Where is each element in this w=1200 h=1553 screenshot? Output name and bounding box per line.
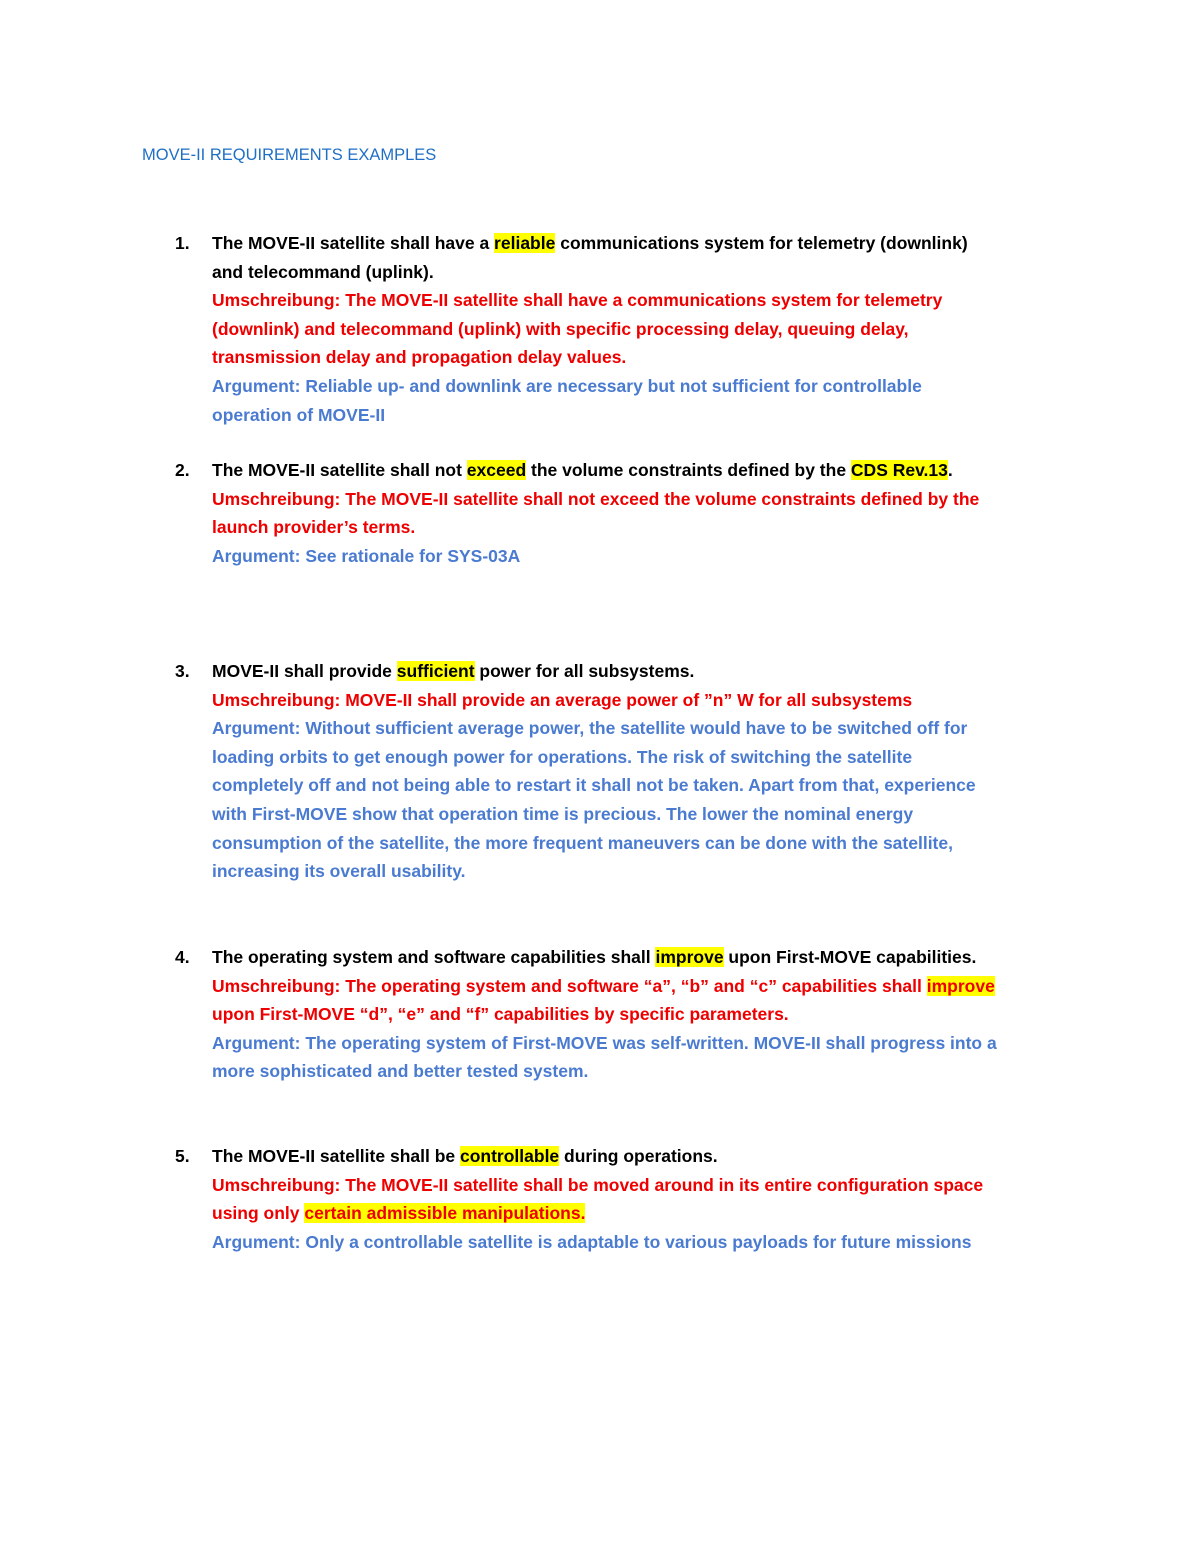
argument-line: loading orbits to get enough power for operations. The risk of switching the satellite — [212, 746, 913, 767]
document-title: MOVE-II REQUIREMENTS EXAMPLES — [142, 146, 437, 164]
argument-line: Argument: The operating system of First-MOVE was self-written. MOVE-II shall progress into a — [212, 1032, 997, 1053]
statement-text: during operations. — [559, 1146, 718, 1166]
umschreibung-line — [212, 1199, 1082, 1228]
requirement-number: 4. — [175, 947, 190, 967]
umschreibung-line: (downlink) and telecommand (uplink) with specific processing delay, queuing delay, — [212, 318, 909, 339]
requirement-statement — [212, 456, 1082, 485]
highlighted-term: improve — [926, 975, 995, 996]
highlighted-term: reliable — [494, 233, 556, 253]
umschreibung-line: transmission delay and propagation delay values. — [212, 347, 627, 368]
statement-text: The MOVE-II satellite shall not — [212, 460, 467, 480]
requirement-statement — [212, 943, 1082, 972]
argument-line: Argument: Without sufficient average power, the satellite would have to be switched off for — [212, 718, 968, 739]
argument-line: Argument: Only a controllable satellite is adaptable to various payloads for future missions — [212, 1231, 972, 1252]
argument-line: Argument: Reliable up- and downlink are necessary but not sufficient for controllable — [212, 375, 922, 396]
umschreibung-line — [212, 972, 1082, 1001]
umschreibung-line: Umschreibung: The MOVE-II satellite shall be moved around in its entire configuration space — [212, 1174, 984, 1195]
argument-line: consumption of the satellite, the more frequent maneuvers can be done with the satellite, — [212, 832, 953, 853]
highlighted-term: CDS Rev.13 — [850, 460, 948, 480]
umschreibung-line: launch provider’s terms. — [212, 517, 416, 538]
requirement-statement — [212, 229, 1082, 258]
argument-line: completely off and not being able to restart it shall not be taken. Apart from that, experience — [212, 775, 976, 796]
requirement-number: 3. — [175, 661, 190, 681]
argument-line: with First-MOVE show that operation time is precious. The lower the nominal energy — [212, 803, 914, 824]
requirement-statement — [212, 657, 1082, 686]
statement-text: The operating system and software capabilities shall — [212, 947, 656, 967]
highlighted-term: controllable — [459, 1146, 560, 1166]
requirement-item — [175, 229, 1082, 429]
highlighted-term: improve — [655, 947, 724, 967]
statement-text: power for all subsystems. — [474, 661, 695, 681]
statement-text: MOVE-II shall provide — [212, 661, 397, 681]
umschreibung-text: Umschreibung: The operating system and software “a”, “b” and “c” capabilities shall — [212, 975, 927, 996]
argument-line: operation of MOVE-II — [212, 404, 386, 425]
statement-text: . — [947, 460, 953, 480]
statement-text: The MOVE-II satellite shall be — [212, 1146, 460, 1166]
argument-line: increasing its overall usability. — [212, 861, 466, 882]
highlighted-term: certain admissible manipulations. — [304, 1203, 586, 1224]
umschreibung-line: Umschreibung: MOVE-II shall provide an average power of ”n” W for all subsystems — [212, 689, 913, 710]
requirement-number: 5. — [175, 1146, 190, 1166]
umschreibung-text: using only — [212, 1203, 305, 1224]
requirement-item — [175, 456, 1082, 570]
highlighted-term: exceed — [466, 460, 527, 480]
umschreibung-line: upon First-MOVE “d”, “e” and “f” capabilities by specific parameters. — [212, 1004, 789, 1025]
argument-line: Argument: See rationale for SYS-03A — [212, 545, 521, 566]
requirement-number: 1. — [175, 233, 190, 253]
umschreibung-line: Umschreibung: The MOVE-II satellite shall have a communications system for telemetry — [212, 290, 943, 311]
requirement-item — [175, 943, 1082, 1086]
statement-text: upon First-MOVE capabilities. — [723, 947, 977, 967]
statement-text: The MOVE-II satellite shall have a — [212, 233, 495, 253]
requirement-item — [175, 657, 1082, 886]
highlighted-term: sufficient — [396, 661, 475, 681]
argument-line: more sophisticated and better tested system. — [212, 1061, 589, 1082]
statement-text: the volume constraints defined by the — [526, 460, 851, 480]
requirement-statement-cont: and telecommand (uplink). — [212, 261, 434, 282]
requirement-number: 2. — [175, 460, 190, 480]
statement-text: communications system for telemetry (downlink) — [555, 233, 968, 253]
requirement-statement — [212, 1142, 1082, 1171]
umschreibung-line: Umschreibung: The MOVE-II satellite shall not exceed the volume constraints defined by the — [212, 488, 980, 509]
requirement-item — [175, 1142, 1082, 1256]
